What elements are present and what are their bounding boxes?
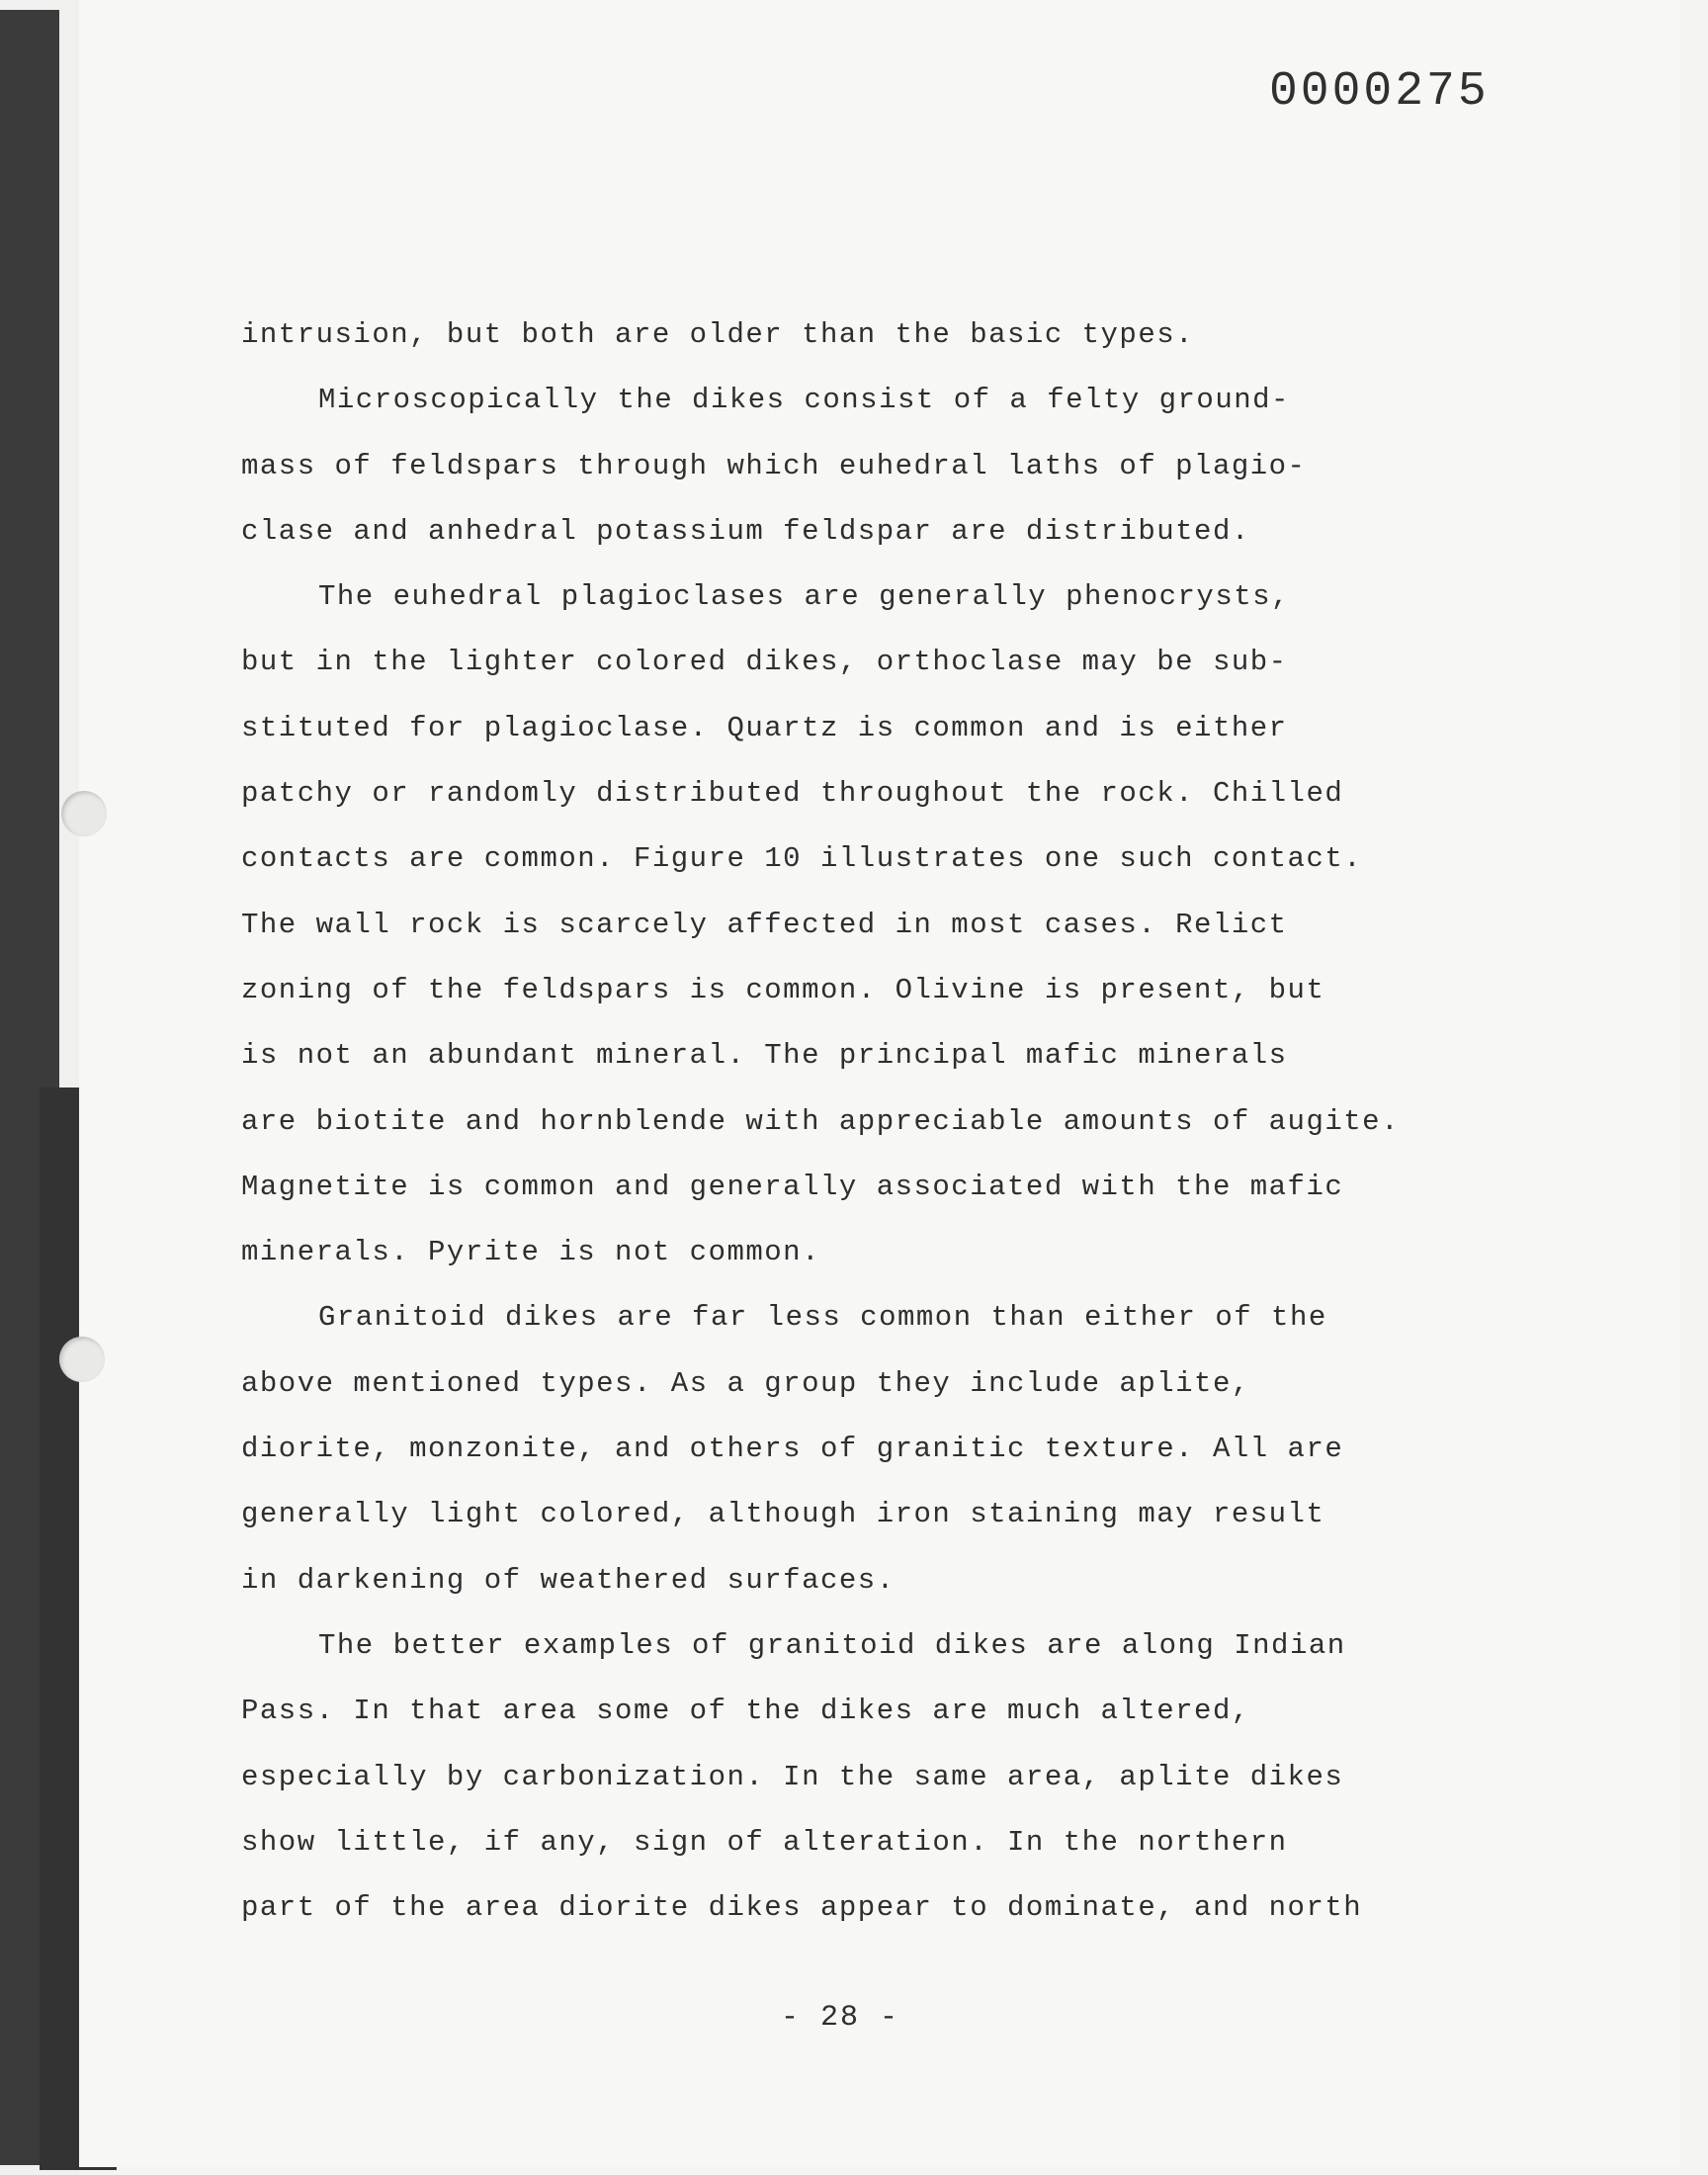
text-line: The better examples of granitoid dikes are along Indian bbox=[318, 1628, 1346, 1662]
text-line: above mentioned types. As a group they include aplite, bbox=[241, 1366, 1250, 1400]
text-line: The euhedral plagioclases are generally phenocrysts, bbox=[318, 580, 1290, 614]
page-number: - 28 - bbox=[780, 2001, 900, 2035]
text-line: part of the area diorite dikes appear to dominate, and north bbox=[241, 1891, 1363, 1925]
text-line: Microscopically the dikes consist of a felty ground- bbox=[318, 384, 1290, 417]
page-id-stamp: 0000275 bbox=[1269, 65, 1490, 119]
text-line: show little, if any, sign of alteration. In the northern bbox=[241, 1825, 1288, 1859]
text-line: Magnetite is common and generally associated with the mafic bbox=[241, 1170, 1344, 1203]
text-line: intrusion, but both are older than the basic types. bbox=[241, 318, 1195, 351]
text-line: generally light colored, although iron staining may result bbox=[241, 1498, 1325, 1531]
text-line: are biotite and hornblende with appreciable amounts of augite. bbox=[241, 1104, 1400, 1138]
text-line: clase and anhedral potassium feldspar are distributed. bbox=[241, 514, 1250, 548]
text-line: contacts are common. Figure 10 illustrates one such contact. bbox=[241, 842, 1363, 876]
text-line: stituted for plagioclase. Quartz is common and is either bbox=[241, 711, 1288, 744]
text-line: but in the lighter colored dikes, orthoclase may be sub- bbox=[241, 646, 1288, 679]
text-line: Granitoid dikes are far less common than either of the bbox=[318, 1301, 1327, 1335]
text-line: diorite, monzonite, and others of granitic texture. All are bbox=[241, 1433, 1344, 1466]
text-line: Pass. In that area some of the dikes are much altered, bbox=[241, 1695, 1250, 1728]
punch-hole-lower bbox=[59, 1337, 105, 1382]
text-line: in darkening of weathered surfaces. bbox=[241, 1563, 896, 1597]
text-line: The wall rock is scarcely affected in most cases. Relict bbox=[241, 908, 1288, 941]
text-line: patchy or randomly distributed throughout the rock. Chilled bbox=[241, 777, 1344, 811]
text-line: mass of feldspars through which euhedral laths of plagio- bbox=[241, 449, 1307, 482]
text-line: minerals. Pyrite is not common. bbox=[241, 1236, 820, 1269]
text-line: zoning of the feldspars is common. Olivine is present, but bbox=[241, 973, 1325, 1006]
text-line: is not an abundant mineral. The principal mafic minerals bbox=[241, 1039, 1288, 1073]
punch-hole-upper bbox=[61, 791, 107, 836]
text-line: especially by carbonization. In the same area, aplite dikes bbox=[241, 1760, 1344, 1793]
body-text bbox=[241, 303, 1506, 1941]
